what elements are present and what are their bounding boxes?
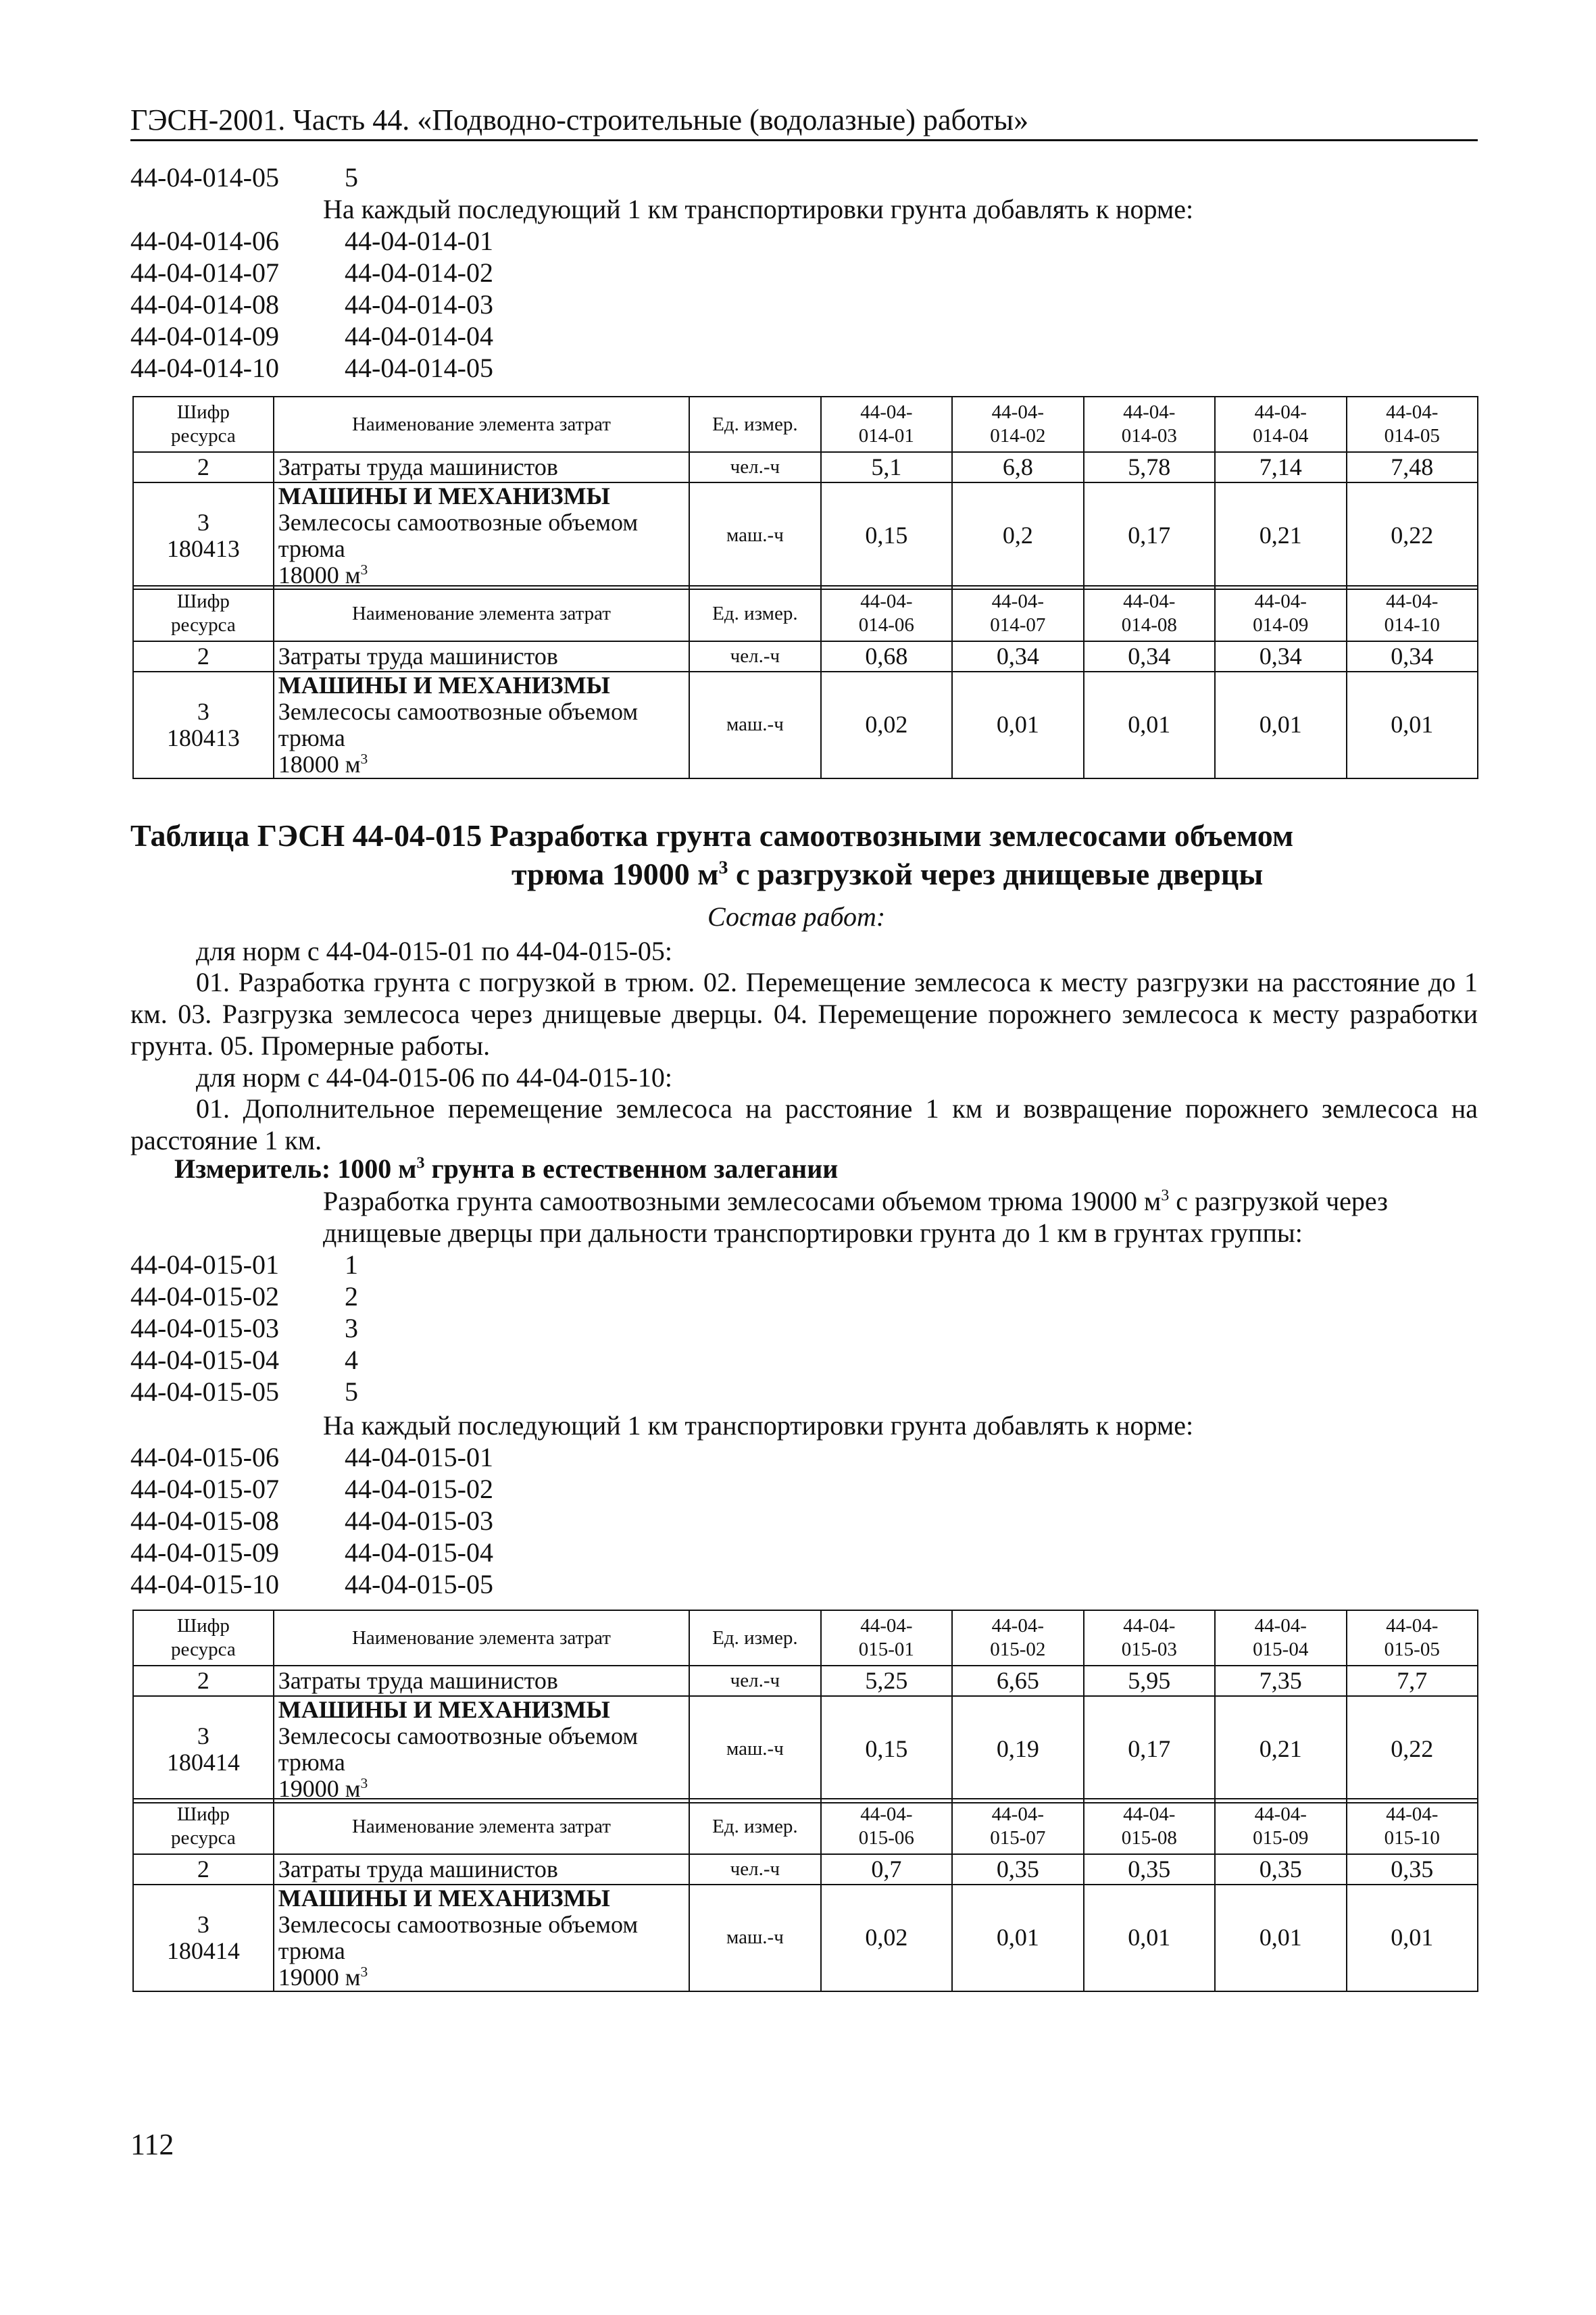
row-value: 0,34 [1084,641,1215,672]
norm-code: 44-04-015-10 [130,1569,279,1599]
description-line2: днищевые дверцы при дальности транспортировки грунта до 1 км в грунтах группы: [323,1218,1303,1248]
norm-code-line1: 44-04- [1123,401,1176,424]
reference-norm-code: 44-04-014-05 [345,353,493,383]
header-shifr-line2: ресурса [171,1639,236,1660]
table-row [133,1885,1478,1991]
header-norm-code [952,1799,1083,1854]
row-unit: маш.-ч [689,672,820,778]
soil-group-value: 2 [345,1281,358,1312]
norm-code-line1: 44-04- [860,591,913,613]
norm-code-line2: 014-06 [858,614,914,636]
row-name [274,1885,689,1991]
row-value: 0,19 [952,1696,1083,1803]
norm-code-line1: 44-04- [860,1615,913,1637]
norm-code-line2: 015-10 [1384,1827,1440,1849]
row-value: 0,35 [952,1854,1083,1885]
row-value: 0,17 [1084,1696,1215,1803]
row-value: 6,8 [952,452,1083,482]
row-unit: маш.-ч [689,1696,820,1803]
superscript: 3 [360,561,368,578]
header-shifr [133,586,274,641]
row-value: 0,01 [952,672,1083,778]
row-value: 0,01 [1347,672,1478,778]
norm-code: 44-04-015-02 [130,1281,279,1312]
norm-code: 44-04-015-07 [130,1474,279,1504]
row-value: 0,02 [821,672,952,778]
row-name [274,672,689,778]
row-unit: чел.-ч [689,1666,820,1696]
norm-code: 44-04-014-05 [130,162,279,193]
machine-shifr: 180413 [166,724,240,751]
header-norm-code [952,397,1083,452]
meter-value-b: грунта в естественном залегании [424,1153,839,1184]
row-unit: чел.-ч [689,452,820,482]
header-shifr [133,1610,274,1666]
resource-table [132,585,1478,779]
reference-norm-code: 44-04-015-01 [345,1442,493,1472]
row-shifr: 2 [133,1666,274,1696]
machine-shifr: 180413 [166,534,240,562]
header-unit: Ед. измер. [689,397,820,452]
row-value: 0,15 [821,482,952,589]
group-name: МАШИНЫ И МЕХАНИЗМЫ [278,1696,610,1723]
meter-line [174,1155,838,1183]
soil-group-value: 3 [345,1313,358,1343]
reference-norm-code: 44-04-015-03 [345,1505,493,1536]
norm-code-line2: 014-05 [1384,425,1440,447]
row-value: 7,7 [1347,1666,1478,1696]
row-value: 0,35 [1215,1854,1346,1885]
resource-table [132,1798,1478,1992]
norm-code-line2: 014-09 [1253,614,1309,636]
superscript: 3 [416,1154,425,1172]
norm-code-line1: 44-04- [1123,1615,1176,1637]
row-value: 0,35 [1084,1854,1215,1885]
row-unit: маш.-ч [689,482,820,589]
norm-code-line1: 44-04- [860,1803,913,1826]
description-line1 [323,1188,1388,1215]
header-unit: Ед. измер. [689,1799,820,1854]
norm-code-line2: 015-03 [1121,1639,1177,1660]
norm-code-line1: 44-04- [1254,1615,1307,1637]
title-part-b: с разгрузкой через днищевые дверцы [728,857,1264,891]
norm-code: 44-04-014-10 [130,353,279,383]
header-norm-code [1215,586,1346,641]
norm-code: 44-04-015-03 [130,1313,279,1343]
norm-code: 44-04-015-05 [130,1376,279,1407]
header-name: Наименование элемента затрат [274,1799,689,1854]
row-value: 5,78 [1084,452,1215,482]
reference-norm-code: 44-04-014-03 [345,289,493,320]
machine-name-line1: Землесосы самоотвозные объемом трюма [278,1722,639,1776]
header-norm-code [1215,397,1346,452]
norm-code-line2: 014-04 [1253,425,1309,447]
header-shifr [133,397,274,452]
row-value: 0,01 [1347,1885,1478,1991]
table-row [133,641,1478,672]
row-value: 0,35 [1347,1854,1478,1885]
description-part-b: с разгрузкой через [1169,1186,1388,1216]
header-norm-code [1084,586,1215,641]
addition-note: На каждый последующий 1 км транспортировки грунта добавлять к норме: [323,1410,1194,1441]
norm-code-line2: 014-01 [858,425,914,447]
header-norm-code [1347,1799,1478,1854]
header-norm-code [821,586,952,641]
row-value: 0,01 [1084,1885,1215,1991]
norm-code-line1: 44-04- [991,1803,1044,1826]
resource-table [132,1610,1478,1803]
machine-name-line2: 19000 м [278,1963,361,1991]
header-unit: Ед. измер. [689,586,820,641]
soil-group-value: 5 [345,1376,358,1407]
row-value: 0,22 [1347,1696,1478,1803]
header-norm-code [952,1610,1083,1666]
header-norm-code [1347,1610,1478,1666]
row-value: 0,68 [821,641,952,672]
row-value: 5,95 [1084,1666,1215,1696]
norm-code-line1: 44-04- [991,1615,1044,1637]
row-shifr [133,1696,274,1803]
row-name: Затраты труда машинистов [274,1666,689,1696]
machine-name-line1: Землесосы самоотвозные объемом трюма [278,508,639,562]
row-value: 7,48 [1347,452,1478,482]
table-header-row [133,586,1478,641]
row-shifr: 2 [133,452,274,482]
norm-code: 44-04-015-04 [130,1345,279,1375]
row-shifr [133,672,274,778]
reference-norm-code: 44-04-015-04 [345,1537,493,1568]
reference-norm-code: 44-04-014-04 [345,321,493,351]
superscript: 3 [718,856,728,878]
machine-shifr: 180414 [166,1937,240,1964]
header-name: Наименование элемента затрат [274,586,689,641]
norm-code-line1: 44-04- [1386,591,1439,613]
row-shifr [133,482,274,589]
header-shifr [133,1799,274,1854]
header-norm-code [1084,1799,1215,1854]
machine-name-line1: Землесосы самоотвозные объемом трюма [278,697,639,751]
row-name: Затраты труда машинистов [274,641,689,672]
header-norm-code [1215,1610,1346,1666]
header-norm-code [1084,397,1215,452]
row-name: Затраты труда машинистов [274,452,689,482]
norm-code: 44-04-014-06 [130,226,279,256]
header-norm-code [1347,586,1478,641]
soil-group-value: 1 [345,1249,358,1280]
row-name [274,1696,689,1803]
row-value: 0,21 [1215,1696,1346,1803]
row-value: 0,22 [1347,482,1478,589]
reference-norm-code: 44-04-014-01 [345,226,493,256]
group-shifr: 3 [197,1722,209,1749]
table-title-line2 [512,856,1263,892]
norm-code-line2: 014-03 [1121,425,1177,447]
norm-code-line1: 44-04- [1123,591,1176,613]
addition-note: На каждый последующий 1 км транспортировки грунта добавлять к норме: [323,194,1194,224]
row-value: 0,34 [952,641,1083,672]
machine-name-line1: Землесосы самоотвозные объемом трюма [278,1910,639,1964]
header-unit: Ед. измер. [689,1610,820,1666]
norm-code-line2: 015-01 [858,1639,914,1660]
row-value: 0,01 [952,1885,1083,1991]
header-norm-code [1347,397,1478,452]
row-value: 0,01 [1084,672,1215,778]
work-composition-1: 01. Разработка грунта с погрузкой в трюм. 02. Перемещение землесоса к месту разгрузки на расстояние до 1 км. 03. Разгрузка землесоса через днищевые дверцы. 04. Перемещение порожнего землесоса к месту разработки грунта. 05. Промерные работы. [130,967,1478,1061]
meter-value-a: 1000 м [330,1153,417,1184]
norm-code-line1: 44-04- [860,401,913,424]
machine-shifr: 180414 [166,1748,240,1776]
superscript: 3 [360,1963,368,1980]
header-shifr-line1: Шифр [176,401,230,424]
row-value: 7,35 [1215,1666,1346,1696]
work-composition-2: 01. Дополнительное перемещение землесоса на расстояние 1 км и возвращение порожнего землесоса на расстояние 1 км. [130,1093,1478,1155]
header-shifr-line2: ресурса [171,614,236,636]
table-header-row [133,1610,1478,1666]
row-value: 6,65 [952,1666,1083,1696]
table-row [133,672,1478,778]
group-name: МАШИНЫ И МЕХАНИЗМЫ [278,1885,610,1912]
header-shifr-line1: Шифр [176,1615,230,1637]
header-shifr-line1: Шифр [176,591,230,613]
soil-group-value: 5 [345,162,358,193]
header-norm-code [952,586,1083,641]
norm-code-line2: 014-02 [990,425,1046,447]
group-shifr: 3 [197,508,209,536]
norm-code-line2: 014-07 [990,614,1046,636]
description-part-a: Разработка грунта самоотвозными землесосами объемом трюма 19000 м [323,1186,1162,1216]
norm-range-2: для норм с 44-04-015-06 по 44-04-015-10: [196,1062,673,1093]
row-value: 0,21 [1215,482,1346,589]
header-shifr-line1: Шифр [176,1803,230,1826]
norm-code-line2: 015-06 [858,1827,914,1849]
norm-code-line1: 44-04- [1254,591,1307,613]
row-value: 7,14 [1215,452,1346,482]
group-shifr: 3 [197,697,209,725]
row-value: 0,01 [1215,672,1346,778]
table-header-row [133,397,1478,452]
header-norm-code [821,397,952,452]
group-name: МАШИНЫ И МЕХАНИЗМЫ [278,672,610,699]
norm-code: 44-04-015-06 [130,1442,279,1472]
reference-norm-code: 44-04-015-02 [345,1474,493,1504]
header-norm-code [1084,1610,1215,1666]
norm-code-line1: 44-04- [1254,1803,1307,1826]
norm-range-1: для норм с 44-04-015-01 по 44-04-015-05: [196,936,673,966]
norm-code: 44-04-015-01 [130,1249,279,1280]
group-name: МАШИНЫ И МЕХАНИЗМЫ [278,482,610,509]
header-name: Наименование элемента затрат [274,1610,689,1666]
norm-code-line1: 44-04- [1123,1803,1176,1826]
machine-name-line2: 18000 м [278,750,361,778]
table-row [133,482,1478,589]
norm-code-line2: 015-07 [990,1827,1046,1849]
header-name: Наименование элемента затрат [274,397,689,452]
row-value: 0,2 [952,482,1083,589]
reference-norm-code: 44-04-014-02 [345,257,493,288]
row-unit: маш.-ч [689,1885,820,1991]
machine-name-line2: 18000 м [278,561,361,589]
row-name [274,482,689,589]
row-shifr: 2 [133,1854,274,1885]
norm-code-line1: 44-04- [1254,401,1307,424]
table-header-row [133,1799,1478,1854]
running-header: ГЭСН-2001. Часть 44. «Подводно-строительные (водолазные) работы» [130,103,1029,136]
row-value: 0,34 [1347,641,1478,672]
superscript: 3 [360,1774,368,1791]
header-rule [130,139,1478,141]
row-value: 5,25 [821,1666,952,1696]
resource-table [132,396,1478,590]
page-number: 112 [130,2128,174,2161]
row-value: 0,34 [1215,641,1346,672]
norm-code: 44-04-015-08 [130,1505,279,1536]
norm-code-line2: 015-09 [1253,1827,1309,1849]
machine-name-line2: 19000 м [278,1774,361,1802]
norm-code-line2: 014-08 [1121,614,1177,636]
norm-code: 44-04-014-09 [130,321,279,351]
table-row [133,1854,1478,1885]
group-shifr: 3 [197,1910,209,1938]
row-value: 0,7 [821,1854,952,1885]
reference-norm-code: 44-04-015-05 [345,1569,493,1599]
row-value: 0,02 [821,1885,952,1991]
row-unit: чел.-ч [689,1854,820,1885]
norm-code: 44-04-014-07 [130,257,279,288]
soil-group-value: 4 [345,1345,358,1375]
superscript: 3 [360,750,368,767]
superscript: 3 [1161,1187,1170,1205]
header-norm-code [821,1799,952,1854]
norm-code: 44-04-014-08 [130,289,279,320]
norm-code-line2: 015-05 [1384,1639,1440,1660]
table-title-line1: Таблица ГЭСН 44-04-015 Разработка грунта самоотвозными землесосами объемом [130,818,1294,853]
header-norm-code [821,1610,952,1666]
row-unit: чел.-ч [689,641,820,672]
norm-code-line2: 014-10 [1384,614,1440,636]
title-part-a: трюма 19000 м [512,857,719,891]
row-value: 0,01 [1215,1885,1346,1991]
norm-code-line1: 44-04- [1386,401,1439,424]
norm-code-line1: 44-04- [1386,1803,1439,1826]
header-shifr-line2: ресурса [171,1827,236,1849]
table-row [133,1666,1478,1696]
norm-code-line2: 015-08 [1121,1827,1177,1849]
table-row [133,1696,1478,1803]
norm-code-line1: 44-04- [991,591,1044,613]
norm-code-line1: 44-04- [1386,1615,1439,1637]
row-name: Затраты труда машинистов [274,1854,689,1885]
header-norm-code [1215,1799,1346,1854]
norm-code-line2: 015-04 [1253,1639,1309,1660]
row-shifr: 2 [133,641,274,672]
norm-code: 44-04-015-09 [130,1537,279,1568]
row-value: 0,17 [1084,482,1215,589]
row-value: 0,15 [821,1696,952,1803]
header-shifr-line2: ресурса [171,425,236,447]
row-value: 5,1 [821,452,952,482]
meter-label: Измеритель: [174,1153,331,1184]
table-row [133,452,1478,482]
norm-code-line1: 44-04- [991,401,1044,424]
row-shifr [133,1885,274,1991]
norm-code-line2: 015-02 [990,1639,1046,1660]
composition-label: Состав работ: [707,901,886,932]
